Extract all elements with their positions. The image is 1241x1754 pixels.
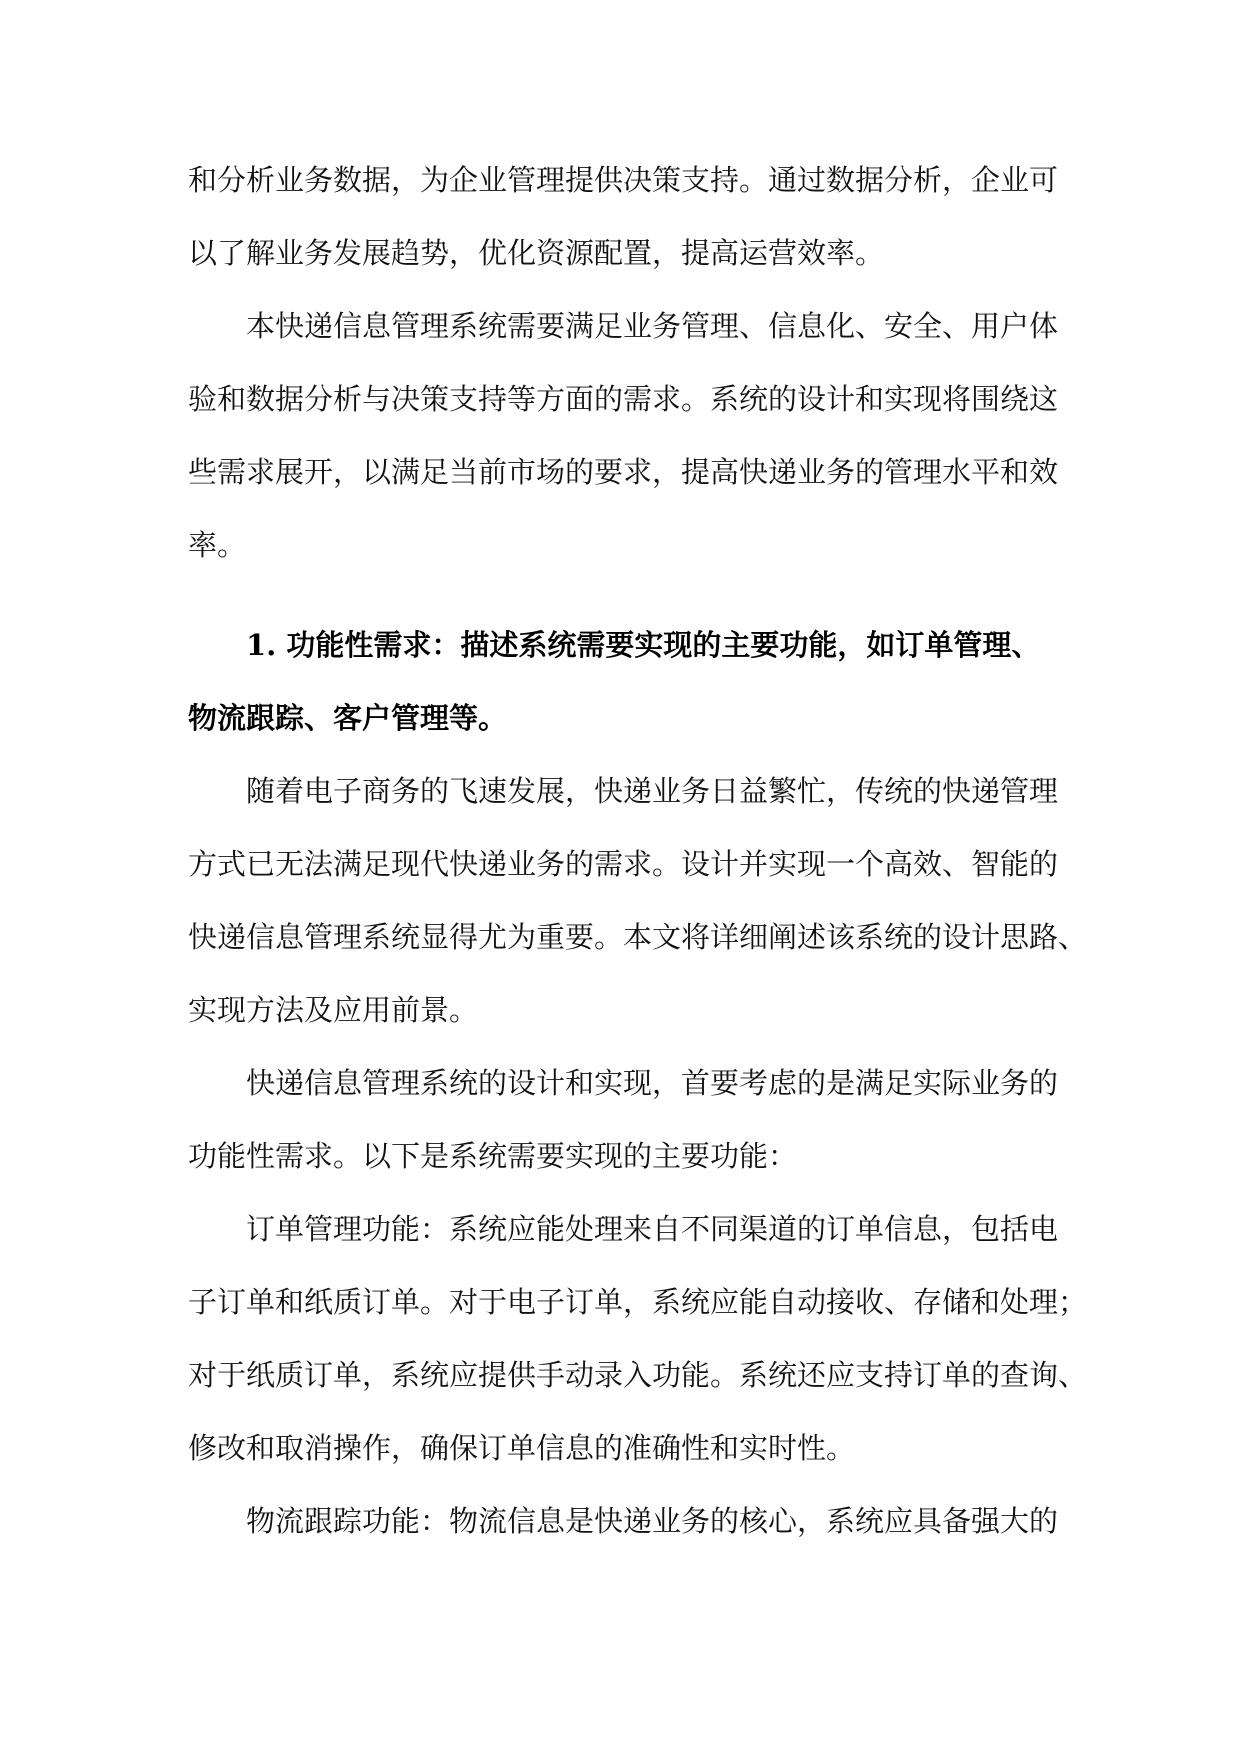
text-line: 修改和取消操作，确保订单信息的准确性和实时性。 [188,1431,856,1465]
paragraph-business-data [188,144,1058,290]
text-line: 快递信息管理系统显得尤为重要。本文将详细阐述该系统的设计思路、 [188,920,1088,954]
paragraph-functional-intro [188,1047,1058,1193]
text-line: 对于纸质订单，系统应提供手动录入功能。系统还应支持订单的查询、 [188,1358,1088,1392]
document-body [188,144,1088,1558]
text-line: 实现方法及应用前景。 [188,993,479,1027]
text-line: 物流跟踪功能：物流信息是快递业务的核心，系统应具备强大的 [246,1504,1059,1538]
text-line: 率。 [188,528,247,562]
text-line: 随着电子商务的飞速发展，快递业务日益繁忙，传统的快递管理 [246,774,1059,808]
paragraph-background [188,755,1088,1047]
paragraph-requirements-summary [188,290,1058,582]
heading-line: 1. 功能性需求：描述系统需要实现的主要功能，如订单管理、 [246,628,1041,662]
section-spacer [188,582,1058,609]
paragraph-logistics-tracking [188,1485,1058,1558]
text-line: 功能性需求。以下是系统需要实现的主要功能： [188,1139,798,1173]
text-line: 些需求展开，以满足当前市场的要求，提高快递业务的管理水平和效 [188,455,1059,489]
heading-line: 物流跟踪、客户管理等。 [188,701,508,735]
text-line: 和分析业务数据，为企业管理提供决策支持。通过数据分析，企业可 [188,163,1059,197]
text-line: 验和数据分析与决策支持等方面的需求。系统的设计和实现将围绕这 [188,382,1059,416]
paragraph-order-management [188,1193,1088,1485]
text-line: 本快递信息管理系统需要满足业务管理、信息化、安全、用户体 [246,309,1059,343]
text-line: 子订单和纸质订单。对于电子订单，系统应能自动接收、存储和处理； [188,1285,1088,1319]
section-heading-functional-requirements [188,609,1058,755]
text-line: 以了解业务发展趋势，优化资源配置，提高运营效率。 [188,236,885,270]
text-line: 方式已无法满足现代快递业务的需求。设计并实现一个高效、智能的 [188,847,1059,881]
text-line: 快递信息管理系统的设计和实现，首要考虑的是满足实际业务的 [246,1066,1059,1100]
text-line: 订单管理功能：系统应能处理来自不同渠道的订单信息，包括电 [246,1212,1059,1246]
